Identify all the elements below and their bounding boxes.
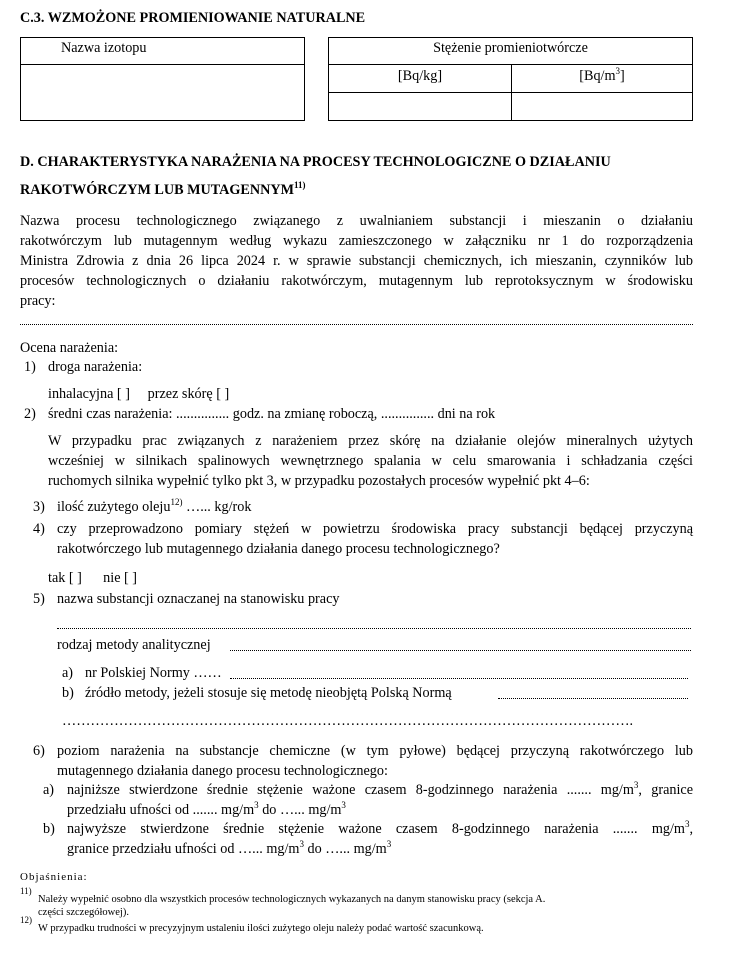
item-5a-text: nr Polskiej Normy …… (85, 665, 222, 681)
polish-standard-field[interactable] (230, 678, 688, 679)
item-2-text[interactable]: średni czas narażenia: ............... godz. na zmianę roboczą, ............... dni na rok (48, 406, 496, 422)
unit-bq-kg-header: [Bq/kg] (329, 65, 512, 93)
bq-kg-value-cell[interactable] (329, 93, 512, 121)
method-label: rodzaj metody analitycznej (57, 637, 211, 653)
assessment-label: Ocena narażenia: (20, 340, 119, 356)
item-1-text: droga narażenia: (48, 359, 143, 375)
isotope-name-cell[interactable] (21, 65, 305, 121)
item-5b-text: źródło metody, jeżeli stosuje się metodę nieobjętą Polską Normą (85, 685, 452, 701)
footnote-11-text: Należy wypełnić osobno dla wszystkich procesów technologicznych wykazanych na danym stanowisku pracy (sekcja A. części szczegółowej). (38, 894, 546, 918)
process-intro-paragraph: Nazwa procesu technologicznego związanego z uwalnianiem substancji i mieszanin o działaniu rakotwórczym lub mutagennym według wykazu zamieszczonego w załączniku nr 1 do rozporządzenia Ministra Zdrowia z dnia 26 lipca 2024 r. w sprawie substancji chemicznych, ich mieszanin, czynników lub procesów technologicznych o działaniu rakotwórczym, mutagennym lub reprotoksycznym w środowisku pracy: (20, 213, 693, 309)
item-6a-text[interactable]: najniższe stwierdzone średnie stężenie ważone czasem 8-godzinnego narażenia ....... $mg/m^3$, granice przedziału ufności od ....... $mg/m^3$ do …... $mg/m^3$ (67, 780, 693, 818)
item-6-number: 6) (33, 743, 45, 759)
item-5a-label: a) (62, 665, 74, 681)
item-4-text: czy przeprowadzono pomiary stężeń w powietrzu środowiska pracy substancji będącej przyczyną rakotwórczego lub mutagennego działania danego procesu technologicznego? (57, 521, 693, 557)
notes-heading: Objaśnienia: (20, 871, 88, 883)
method-source-field[interactable] (498, 698, 688, 699)
item-6a-label: a) (43, 782, 55, 798)
footnote-11-mark: 11) (20, 886, 32, 896)
exposure-route-checkboxes[interactable]: inhalacyjna [ ] przez skórę [ ] (48, 386, 230, 402)
concentration-header: Stężenie promieniotwórcze (329, 38, 693, 65)
unit-bq-m3-header: $[Bq/m^3]$ (512, 65, 693, 93)
measurement-checkboxes[interactable]: tak [ ] nie [ ] (48, 570, 138, 586)
bq-m3-value-cell[interactable] (512, 93, 693, 121)
process-name-field[interactable] (20, 324, 693, 325)
footnote-12-mark: 12) (20, 915, 32, 925)
item-3-number: 3) (33, 499, 45, 515)
item-1-number: 1) (24, 359, 36, 375)
concentration-table (328, 37, 693, 121)
footnote-12-text: W przypadku trudności w precyzyjnym ustaleniu ilości zużytego oleju należy podać wartość szacunkową. (38, 923, 484, 934)
item-3-text[interactable]: ilość zużytego oleju$^{12)}$ …... kg/rok (57, 497, 252, 515)
item-6-text: poziom narażenia na substancje chemiczne (w tym pyłowe) będącej przyczyną rakotwórczego lub mutagennego działania danego procesu technologicznego: (57, 743, 693, 779)
section-d-heading: D. CHARAKTERYSTYKA NARAŻENIA NA PROCESY TECHNOLOGICZNE O DZIAŁANIU RAKOTWÓRCZYM LUB MUTAGENNYM$^{11)}$ (20, 154, 611, 198)
oil-instruction-paragraph: W przypadku prac związanych z narażeniem przez skórę na działanie olejów mineralnych użytych wcześniej w silnikach spalinowych wewnętrznego spalania w celu smarowania i schładzania części ruchomych silnika wypełnić tylko pkt 3, w przypadku pozostałych procesów wypełnić pkt 4–6: (48, 433, 693, 489)
method-source-continuation-field[interactable]: …………………………………………………………………………………………………………. (62, 713, 634, 729)
item-6b-text[interactable]: najwyższe stwierdzone średnie stężenie ważone czasem 8-godzinnego narażenia ....... $mg/m^3$, granice przedziału ufności od …... $mg/m^3$ do …... $mg/m^3$ (67, 819, 693, 857)
item-5-number: 5) (33, 591, 45, 607)
item-4-number: 4) (33, 521, 45, 537)
item-5-text: nazwa substancji oznaczanej na stanowisku pracy (57, 591, 340, 607)
item-2-number: 2) (24, 406, 36, 422)
item-6b-label: b) (43, 821, 55, 837)
method-field[interactable] (230, 650, 691, 651)
isotope-name-header: Nazwa izotopu (21, 38, 305, 65)
substance-name-field[interactable] (57, 628, 691, 629)
section-c3-heading: C.3. WZMOŻONE PROMIENIOWANIE NATURALNE (20, 10, 366, 26)
isotope-table (20, 37, 305, 121)
item-5b-label: b) (62, 685, 74, 701)
